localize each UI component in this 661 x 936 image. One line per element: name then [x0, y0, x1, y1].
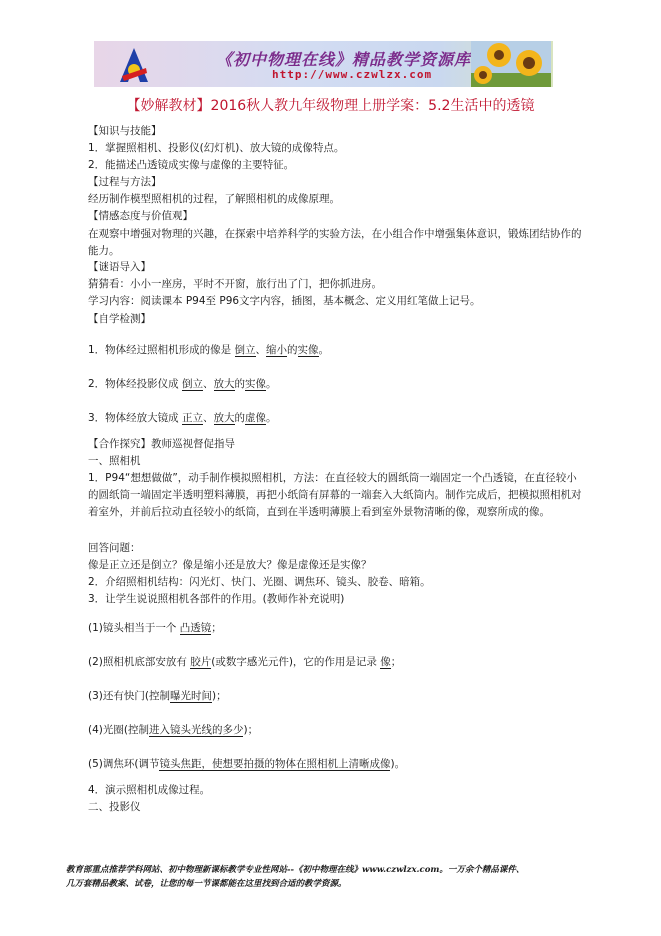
page-footer — [66, 863, 606, 891]
answer-blank: 实像 — [297, 344, 319, 356]
header-banner — [94, 41, 553, 87]
logo-icon — [120, 48, 148, 82]
answer-blank: 缩小 — [266, 344, 288, 356]
process-item-1: 经历制作模型照相机的过程，了解照相机的成像原理。 — [88, 193, 340, 205]
selfcheck-item-3: 3．物体经放大镜成 正立、放大的虚像。 — [88, 412, 277, 424]
answer-blank: 曝光时间 — [169, 690, 212, 702]
answer-blank: 正立 — [182, 412, 204, 424]
answer-blank: 镜头焦距，使想要拍摄的物体在照相机上清晰成像 — [159, 758, 391, 770]
answer-questions-label: 回答问题： — [88, 542, 141, 554]
emotion-paragraph: 在观察中增强对物理的兴趣，在探索中培养科学的实验方法，在小组合作中增强集体意识，锻炼团结协作的能力。 — [88, 228, 582, 257]
answer-blank: 放大 — [213, 378, 235, 390]
part-item-1: (1)镜头相当于一个 凸透镜； — [88, 622, 222, 634]
part-item-4: (4)光圈(控制进入镜头光线的多少)； — [88, 724, 259, 736]
section-heading-riddle: 【谜语导入】 — [88, 261, 151, 273]
answer-blank: 胶片 — [190, 656, 212, 668]
answer-blank: 倒立 — [182, 378, 204, 390]
answer-blank: 倒立 — [234, 344, 256, 356]
subheading-projector: 二、投影仪 — [88, 801, 141, 813]
part-item-3: (3)还有快门(控制曝光时间)； — [88, 690, 227, 702]
sunflower-icon — [471, 41, 551, 87]
footer-line-2: 几万套精品教案、试卷，让您的每一节课都能在这里找到合适的教学资源。 — [66, 879, 347, 889]
camera-activity-paragraph: 1．P94“想想做做”，动手制作模拟照相机，方法：在直径较大的圆纸筒一端固定一个凸透镜，在直径较小的圆纸筒一端固定半透明塑料薄膜，再把小纸筒有屏幕的一端套入大纸筒内。制作完成后，把模拟照相机对着室外，并前后拉动直径较小的纸筒，直到在半透明薄膜上看到室外景物清晰的像，观察所成的像。 — [88, 472, 582, 518]
answer-blank: 放大 — [213, 412, 235, 424]
answer-blank: 进入镜头光线的多少 — [148, 724, 244, 736]
footer-line-1: 教育部重点推荐学科网站、初中物理新课标教学专业性网站--《初中物理在线》www.czwlzx.com。一万余个精品课件、 — [66, 865, 525, 875]
part-item-2: (2)照相机底部安放有 胶片(或数字感光元件)，它的作用是记录 像； — [88, 656, 402, 668]
section-heading-coop: 【合作探究】教师巡视督促指导 — [88, 438, 235, 450]
answer-blank: 虚像 — [245, 412, 267, 424]
answer-blank: 凸透镜 — [179, 622, 212, 634]
subheading-camera: 一、照相机 — [88, 455, 141, 467]
banner-title: 《初中物理在线》精品教学资源库 — [216, 50, 472, 69]
riddle-text: 猜猜看：小小一座房，平时不开窗，旅行出了门，把你抓进房。 — [88, 278, 382, 290]
answer-blank: 实像 — [245, 378, 267, 390]
knowledge-item-2: 2．能描述凸透镜成实像与虚像的主要特征。 — [88, 159, 295, 171]
section-heading-process: 【过程与方法】 — [88, 176, 162, 188]
answer-blank: 像 — [380, 656, 391, 668]
camera-parts-prompt: 3．让学生说说照相机各部件的作用。(教师作补充说明) — [88, 593, 345, 605]
document-title: 【妙解教材】2016秋人教九年级物理上册学案：5.2生活中的透镜 — [126, 98, 535, 114]
selfcheck-item-2: 2．物体经投影仪成 倒立、放大的实像。 — [88, 378, 277, 390]
selfcheck-item-1: 1．物体经过照相机形成的像是 倒立、缩小的实像。 — [88, 344, 330, 356]
section-heading-selfcheck: 【自学检测】 — [88, 313, 151, 325]
study-content: 学习内容：阅读课本 P94至 P96文字内容，插图，基本概念、定义用红笔做上记号。 — [88, 295, 481, 307]
question-line: 像是正立还是倒立？像是缩小还是放大？像是虚像还是实像？ — [88, 559, 372, 571]
knowledge-item-1: 1．掌握照相机、投影仪(幻灯机)、放大镜的成像特点。 — [88, 142, 345, 154]
banner-url[interactable]: http://www.czwlzx.com — [272, 68, 433, 81]
section-heading-emotion: 【情感态度与价值观】 — [88, 210, 193, 222]
camera-structure: 2．介绍照相机结构：闪光灯、快门、光圈、调焦环、镜头、胶卷、暗箱。 — [88, 576, 431, 588]
demo-line: 4．演示照相机成像过程。 — [88, 784, 211, 796]
part-item-5: (5)调焦环(调节镜头焦距，使想要拍摄的物体在照相机上清晰成像)。 — [88, 758, 406, 770]
section-heading-knowledge: 【知识与技能】 — [88, 125, 162, 137]
